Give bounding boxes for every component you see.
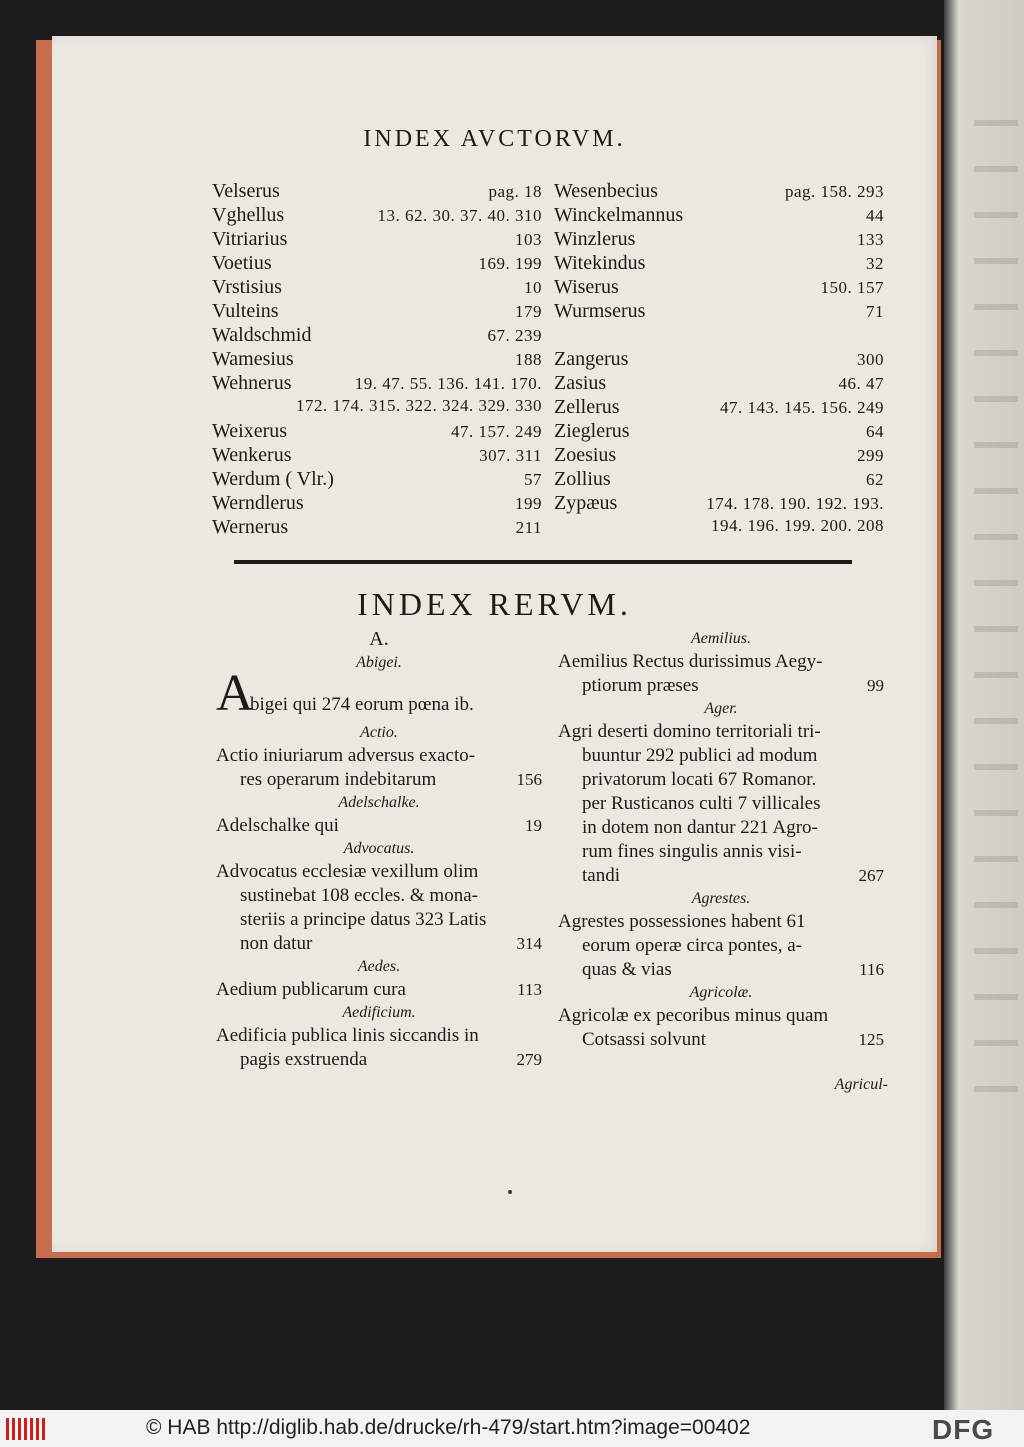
entry-text: Agri deserti domino territoriali tri- xyxy=(558,721,821,742)
page-references: 179 xyxy=(515,302,542,321)
author-name: Zasius xyxy=(554,372,607,394)
entry-text: Adelschalke qui xyxy=(216,815,339,836)
author-name: Voetius xyxy=(212,252,272,274)
adjacent-page-text xyxy=(974,120,1018,1120)
author-name: Vrstisius xyxy=(212,276,282,298)
index-entry xyxy=(216,860,542,956)
page-references: 150. 157 xyxy=(820,278,884,297)
index-entry xyxy=(216,744,542,792)
page-references: 188 xyxy=(515,350,542,369)
entry-text: buuntur 292 publici ad modum xyxy=(582,745,818,766)
entry-text: pagis exstruenda xyxy=(240,1049,368,1070)
letter-heading: A. xyxy=(369,628,389,650)
page-references: 133 xyxy=(857,230,884,249)
author-entry xyxy=(554,300,884,324)
page-references: 13. 62. 30. 37. 40. 310 xyxy=(377,206,542,225)
index-entry xyxy=(216,978,542,1002)
page-references: 62 xyxy=(866,470,884,489)
author-name: Zypæus xyxy=(554,492,618,514)
page-number: 19 xyxy=(525,816,542,835)
author-entry xyxy=(554,420,884,444)
entry-heading: Advocatus. xyxy=(343,840,415,857)
index-entry xyxy=(558,720,884,888)
page-number: 314 xyxy=(516,934,542,953)
index-entry xyxy=(216,814,542,838)
entry-heading: Abigei. xyxy=(356,654,402,671)
author-entry xyxy=(212,204,542,228)
author-name: Winzlerus xyxy=(554,228,636,250)
author-entry xyxy=(212,516,542,540)
page-references: 307. 311 xyxy=(479,446,542,465)
author-name: Werndlerus xyxy=(212,492,304,514)
page-references: 47. 157. 249 xyxy=(451,422,542,441)
index-entry xyxy=(558,1004,884,1052)
entry-heading: Adelschalke. xyxy=(338,794,420,811)
page-references: 57 xyxy=(524,470,542,489)
index-auctorum-left-column xyxy=(212,180,542,540)
page-references: 211 xyxy=(515,518,542,537)
author-entry xyxy=(212,468,542,492)
page-references: 71 xyxy=(866,302,884,321)
author-entry xyxy=(554,348,884,372)
page-references: 174. 178. 190. 192. 193. xyxy=(706,494,884,513)
entry-text: res operarum indebitarum xyxy=(240,769,437,790)
author-entry xyxy=(212,252,542,276)
author-name: Wehnerus xyxy=(212,372,292,394)
author-entry xyxy=(554,516,884,540)
index-rerum-right-column xyxy=(558,628,884,1052)
author-entry xyxy=(212,324,542,348)
author-entry xyxy=(212,348,542,372)
entry-line xyxy=(216,768,542,792)
index-entry xyxy=(558,650,884,698)
page-references: pag. 18 xyxy=(488,182,542,201)
author-entry xyxy=(554,324,884,348)
page-number: 279 xyxy=(516,1050,542,1069)
page-number: 99 xyxy=(867,676,884,695)
source-link[interactable]: © HAB http://diglib.hab.de/drucke/rh-479/start.htm?image=00402 xyxy=(146,1416,751,1439)
index-rerum-left-column xyxy=(216,628,542,1072)
author-name: Vitriarius xyxy=(212,228,288,250)
entry-text: Agricolæ ex pecoribus minus quam xyxy=(558,1005,829,1026)
page-references: 194. 196. 199. 200. 208 xyxy=(711,516,884,535)
page-references: 172. 174. 315. 322. 324. 329. 330 xyxy=(296,396,542,415)
entry-heading: Aedes. xyxy=(357,958,401,975)
page-references: 46. 47 xyxy=(838,374,884,393)
author-entry xyxy=(554,372,884,396)
entry-text: eorum operæ circa pontes, a- xyxy=(582,935,802,956)
entry-text: Actio iniuriarum adversus exacto- xyxy=(216,745,476,766)
page-references: 199 xyxy=(515,494,542,513)
author-name: Wernerus xyxy=(212,516,289,538)
page-references: 299 xyxy=(857,446,884,465)
entry-line xyxy=(558,958,884,982)
page-references: 169. 199 xyxy=(478,254,542,273)
entry-text: quas & vias xyxy=(582,959,672,980)
author-name: Vghellus xyxy=(212,204,285,226)
page-references: 64 xyxy=(866,422,884,441)
entry-line xyxy=(216,1048,542,1072)
entry-text: in dotem non dantur 221 Agro- xyxy=(582,817,818,838)
page-references: pag. 158. 293 xyxy=(784,182,884,201)
author-entry xyxy=(212,444,542,468)
author-entry xyxy=(554,468,884,492)
page-number: 113 xyxy=(517,980,542,999)
page-number: 116 xyxy=(859,960,884,979)
author-entry xyxy=(554,396,884,420)
author-entry xyxy=(212,300,542,324)
author-name: Zieglerus xyxy=(554,420,630,442)
author-name: Wiserus xyxy=(554,276,619,298)
entry-line xyxy=(216,932,542,956)
page-references: 10 xyxy=(524,278,542,297)
page-references: 67. 239 xyxy=(487,326,542,345)
index-entry xyxy=(216,1024,542,1072)
adjacent-page xyxy=(944,0,1024,1410)
entry-text: tandi xyxy=(582,865,620,886)
author-entry xyxy=(212,228,542,252)
entry-text: rum fines singulis annis visi- xyxy=(582,841,802,862)
entry-text: Aemilius Rectus durissimus Aegy- xyxy=(558,651,823,672)
entry-text: steriis a principe datus 323 Latis xyxy=(240,909,487,930)
entry-text: Aedium publicarum cura xyxy=(216,979,406,1000)
entry-line xyxy=(558,864,884,888)
author-entry xyxy=(554,276,884,300)
entry-text: Aedificia publica linis siccandis in xyxy=(216,1025,479,1046)
entry-line xyxy=(216,978,542,1002)
entry-heading: Agrestes. xyxy=(691,890,751,907)
author-entry xyxy=(554,444,884,468)
dfg-logo: DFG xyxy=(932,1414,995,1445)
author-entry xyxy=(554,228,884,252)
index-entry xyxy=(558,910,884,982)
entry-text: privatorum locati 67 Romanor. xyxy=(582,769,817,790)
author-name: Velserus xyxy=(212,180,280,202)
author-entry xyxy=(212,492,542,516)
page-references: 103 xyxy=(515,230,542,249)
author-name: Zellerus xyxy=(554,396,620,418)
entry-heading: Agricolæ. xyxy=(689,984,753,1001)
print-mark xyxy=(508,1190,512,1194)
author-entry xyxy=(554,180,884,204)
viewer-footer xyxy=(0,1410,1024,1447)
author-entry xyxy=(554,492,884,516)
index-rerum-title: INDEX RERVM. xyxy=(357,586,632,622)
page-references: 44 xyxy=(866,206,884,225)
entry-text: ptiorum præses xyxy=(582,675,699,696)
author-name: Wenkerus xyxy=(212,444,292,466)
entry-line xyxy=(558,1028,884,1052)
author-name: Zoesius xyxy=(554,444,617,466)
author-name: Zollius xyxy=(554,468,611,490)
author-name: Witekindus xyxy=(554,252,646,274)
entry-text: bigei qui 274 eorum pœna ib. xyxy=(250,694,474,715)
author-name: Werdum ( Vlr.) xyxy=(212,468,334,490)
author-name: Wamesius xyxy=(212,348,294,370)
running-head: INDEX AVCTORVM. xyxy=(363,126,626,152)
author-name: Wurmserus xyxy=(554,300,646,322)
page-references: 47. 143. 145. 156. 249 xyxy=(720,398,884,417)
author-name: Weixerus xyxy=(212,420,288,442)
section-rule xyxy=(234,560,852,564)
drop-cap: A xyxy=(216,665,254,722)
entry-heading: Ager. xyxy=(704,700,738,717)
author-name: Vulteins xyxy=(212,300,279,322)
author-entry xyxy=(554,252,884,276)
page-references: 300 xyxy=(857,350,884,369)
author-entry xyxy=(554,204,884,228)
entry-text: non datur xyxy=(240,933,313,954)
author-name: Winckelmannus xyxy=(554,204,684,226)
catchword: Agricul- xyxy=(834,1076,888,1093)
entry-heading: Aemilius. xyxy=(691,630,751,647)
index-entry xyxy=(216,665,542,722)
page-references: 32 xyxy=(866,254,884,273)
entry-heading: Aedificium. xyxy=(342,1004,416,1021)
author-entry xyxy=(212,396,542,420)
author-name: Wesenbecius xyxy=(554,180,658,202)
entry-heading: Actio. xyxy=(360,724,398,741)
entry-text: per Rusticanos culti 7 villicales xyxy=(582,793,821,814)
page-number: 267 xyxy=(858,866,884,885)
author-entry xyxy=(212,276,542,300)
page-number: 156 xyxy=(516,770,542,789)
hab-logo-icon xyxy=(6,1418,48,1440)
entry-text: sustinebat 108 eccles. & mona- xyxy=(240,885,478,906)
author-entry xyxy=(212,420,542,444)
author-name: Zangerus xyxy=(554,348,629,370)
entry-text: Agrestes possessiones habent 61 xyxy=(558,911,806,932)
author-entry xyxy=(212,180,542,204)
page-references: 19. 47. 55. 136. 141. 170. xyxy=(354,374,542,393)
page-number: 125 xyxy=(858,1030,884,1049)
index-auctorum-right-column xyxy=(554,180,884,540)
entry-line xyxy=(216,814,542,838)
author-entry xyxy=(212,372,542,396)
entry-text: Advocatus ecclesiæ vexillum olim xyxy=(216,861,479,882)
entry-line xyxy=(558,674,884,698)
entry-text: Cotsassi solvunt xyxy=(582,1029,707,1050)
book-page xyxy=(52,36,937,1252)
author-name: Waldschmid xyxy=(212,324,312,346)
